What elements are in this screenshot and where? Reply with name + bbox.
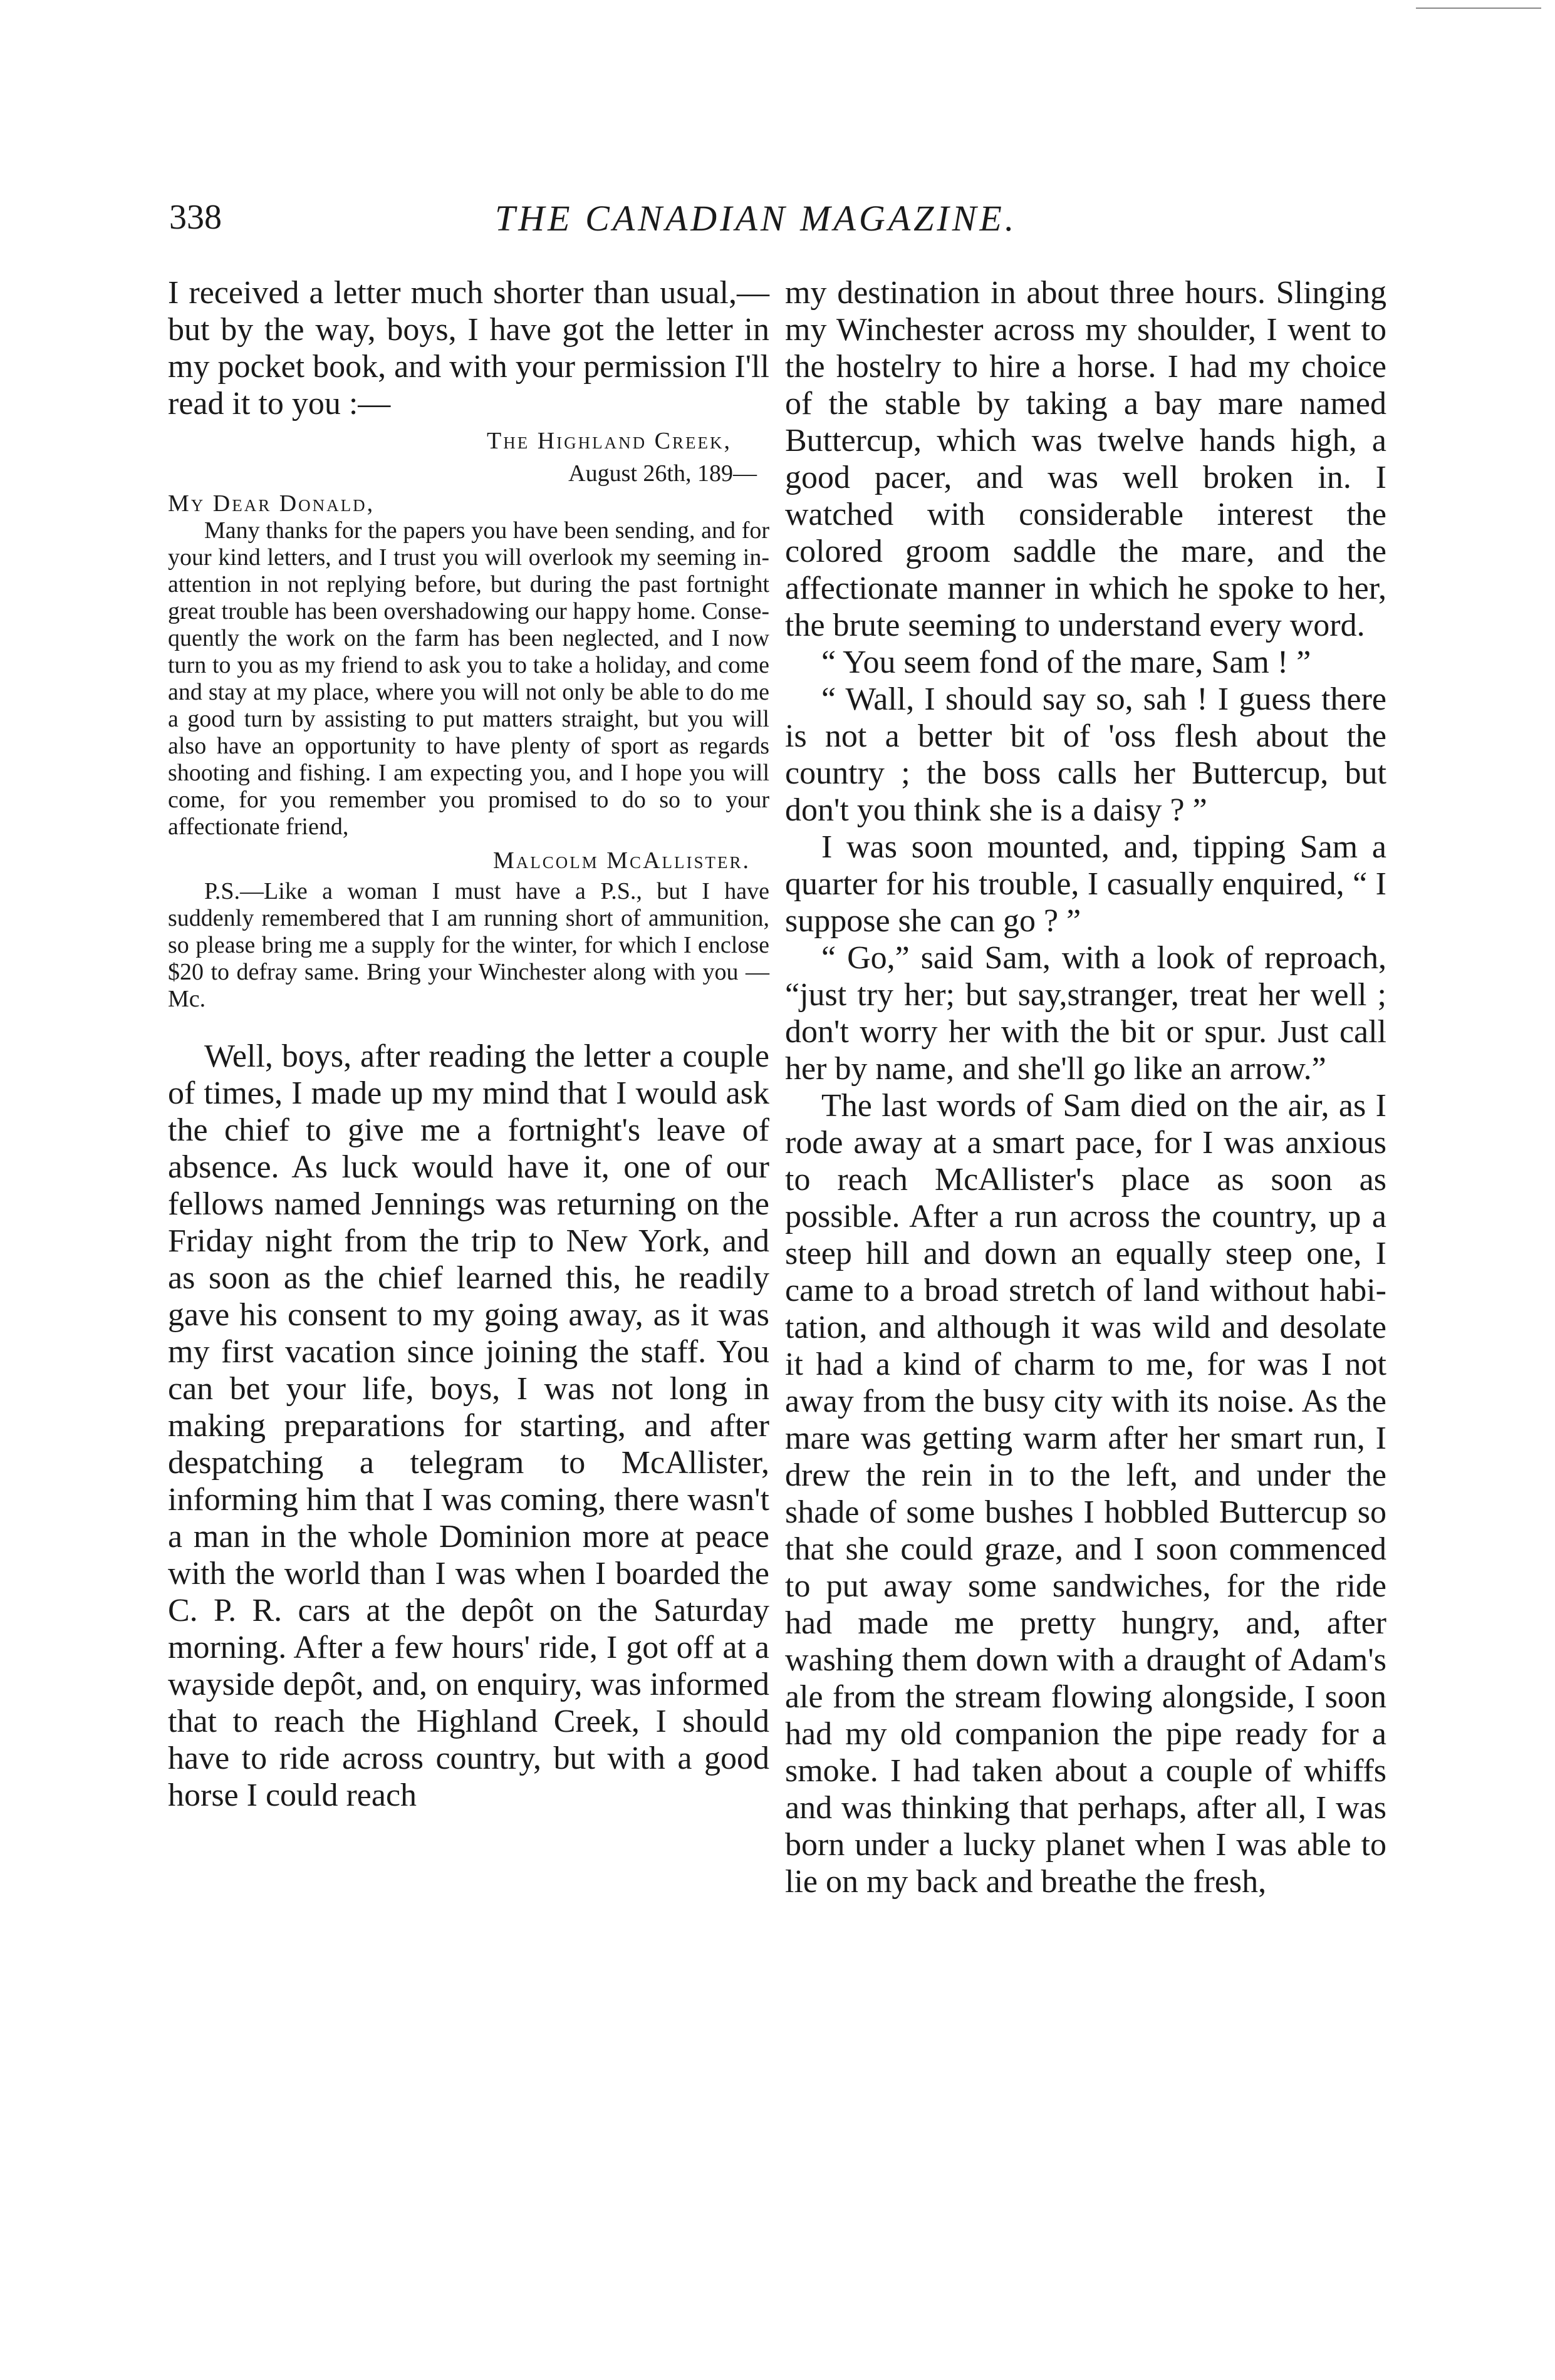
- dialogue-paragraph: “ Wall, I should say so, sah ! I guess there is not a better bit of 'oss flesh about the country ; the boss calls her Buttercup, but don't you think she is a daisy ? ”: [785, 681, 1386, 828]
- page-number: 338: [169, 198, 222, 237]
- narrative-paragraph: The last words of Sam died on the air, as I rode away at a smart pace, for I was anxious to reach McAllister's place as soon as possible. After a run across the country, up a steep hill and down an equally steep one, I came to a broad stretch of land without habitation, and although it was wild and desolate it had a kind of charm to me, for was I not away from the busy city with its noise. As the mare was getting warm after her smart run, I drew the rein in to the left, and under the shade of some bushes I hobbled Buttercup so that she could graze, and I soon commenced to put away some sandwiches, for the ride had made me pretty hungry, and, after washing them down with a draught of Adam's ale from the stream flowing alongside, I soon had my old companion the pipe ready for a smoke. I had taken about a couple of whiffs and was thinking that perhaps, after all, I was born under a lucky planet when I was able to lie on my back and breathe the fresh,: [785, 1088, 1386, 1900]
- letter-date: August 26th, 189—: [568, 460, 757, 487]
- letter-body: Many thanks for the papers you have been sending, and for your kind letters, and I trust you will overlook my seeming inattention in not replying before, but during the past fortnight great trouble has been overshadowing our happy home. Consequently the work on the farm has been neglected, and I now turn to you as my friend to ask you to take a holiday, and come and stay at my place, where you will not only be able to do me a good turn by assisting to put matters straight, but you will also have an opportunity to have plenty of sport as regards shooting and fishing. I am expecting you, and I hope you will come, for you remember you promised to do so to your affectionate friend,: [168, 517, 769, 840]
- continuation-paragraph: my destination in about three hours. Slinging my Winchester across my shoulder, I went to the hostelry to hire a horse. I had my choice of the stable by taking a bay mare named Buttercup, which was twelve hands high, a good pacer, and was well broken in. I watched with considerable interest the colored groom saddle the mare, and the affectionate manner in which he spoke to her, the brute seeming to understand every word.: [785, 275, 1386, 643]
- running-head: [169, 197, 1391, 241]
- letter-postscript: P.S.—Like a woman I must have a P.S., but I have suddenly remembered that I am running short of ammunition, so please bring me a supply for the winter, for which I enclose $20 to defray same. Bring your Winchester along with you —Mc.: [168, 878, 769, 1012]
- dialogue-paragraph: “ Go,” said Sam, with a look of reproach, “just try her; but say,stranger, treat her well ; don't worry her with the bit or spur. Just call her by name, and she'll go like an arrow.”: [785, 940, 1386, 1087]
- narrative-paragraph: I was soon mounted, and, tipping Sam a quarter for his trouble, I casually enquired, “ I suppose she can go ? ”: [785, 829, 1386, 939]
- letter-place: The Highland Creek,: [487, 428, 732, 454]
- top-rule: [1416, 8, 1541, 9]
- intro-paragraph: I received a letter much shorter than usual,—but by the way, boys, I have got the letter in my pocket book, and with your permission I'll read it to you :—: [168, 275, 769, 422]
- right-column: [785, 274, 1386, 1900]
- magazine-title: THE CANADIAN MAGAZINE.: [495, 198, 1017, 239]
- letter-salutation: My Dear Donald,: [168, 490, 375, 517]
- letter-signature: Malcolm McAllister.: [492, 847, 751, 874]
- left-column: [168, 274, 769, 1814]
- dialogue-paragraph: “ You seem fond of the mare, Sam ! ”: [821, 644, 1311, 680]
- narrative-paragraph: Well, boys, after reading the letter a couple of times, I made up my mind that I would ask the chief to give me a fortnight's leave of absence. As luck would have it, one of our fellows named Jennings was returning on the Friday night from the trip to New York, and as soon as the chief learned this, he readily gave his consent to my going away, as it was my first vacation since joining the staff. You can bet your life, boys, I was not long in making preparations for starting, and after despatching a telegram to McAllister, informing him that I was coming, there wasn't a man in the whole Dominion more at peace with the world than I was when I boarded the C. P. R. cars at the depôt on the Saturday morning. After a few hours' ride, I got off at a wayside depôt, and, on enquiry, was informed that to reach the Highland Creek, I should have to ride across country, but with a good horse I could reach: [168, 1038, 769, 1813]
